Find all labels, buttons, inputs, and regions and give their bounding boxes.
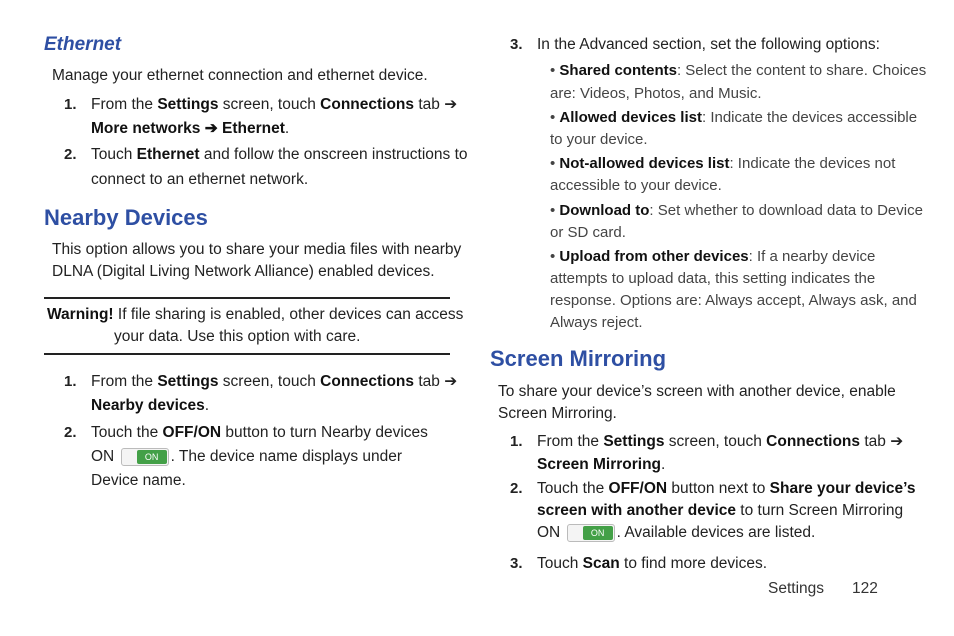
warning-bottom-rule: [44, 353, 450, 355]
bullet-allowed-devices-line2: to your device.: [550, 131, 648, 148]
ethernet-step2-line1: Touch Ethernet and follow the onscreen instructions to: [91, 146, 468, 163]
nearby-step1-line2: Nearby devices.: [91, 397, 210, 414]
screen-mirroring-heading: Screen Mirroring: [490, 346, 667, 371]
bullet-shared-contents-line2: are: Videos, Photos, and Music.: [550, 85, 762, 102]
mirroring-step2-line1: Touch the OFF/ON button next to Share your device’s: [537, 480, 916, 497]
step-number: 3.: [510, 36, 523, 53]
nearby-intro-line1: This option allows you to share your media files with nearby: [52, 241, 462, 258]
warning-line2: your data. Use this option with care.: [114, 328, 361, 345]
step-number: 1.: [510, 433, 523, 450]
ethernet-step2-line2: connect to an ethernet network.: [91, 171, 309, 188]
nearby-step2-line1: Touch the OFF/ON button to turn Nearby devices: [91, 424, 428, 441]
step-number: 2.: [64, 146, 77, 163]
mirroring-intro-line2: Screen Mirroring.: [498, 405, 617, 422]
step-number: 2.: [64, 424, 77, 441]
mirroring-intro-line1: To share your device’s screen with another device, enable: [498, 383, 896, 400]
warning-top-rule: [44, 297, 450, 299]
mirroring-step2-line3: ON ON . Available devices are listed.: [537, 524, 816, 541]
bullet-upload-line3: response. Options are: Always accept, Always ask, and: [550, 292, 917, 309]
mirroring-step1-line1: From the Settings screen, touch Connections tab ➔: [537, 433, 904, 450]
nearby-step2-line2: ON ON . The device name displays under: [91, 448, 403, 465]
bullet-shared-contents-line1: • Shared contents: Select the content to share. Choices: [550, 62, 927, 79]
step-number: 1.: [64, 96, 77, 113]
on-toggle-icon: ON: [121, 448, 169, 466]
mirroring-step1-line2: Screen Mirroring.: [537, 456, 666, 473]
bullet-allowed-devices-line1: • Allowed devices list: Indicate the devices accessible: [550, 109, 918, 126]
advanced-step3: In the Advanced section, set the following options:: [537, 36, 880, 53]
ethernet-step1-line2: More networks ➔ Ethernet.: [91, 120, 290, 137]
bullet-upload-line2: attempts to upload data, this setting indicates the: [550, 270, 876, 287]
warning-label: Warning!: [47, 306, 114, 323]
bullet-upload-line4: Always reject.: [550, 314, 643, 331]
ethernet-intro: Manage your ethernet connection and ethernet device.: [52, 67, 428, 84]
footer-section-label: Settings: [768, 580, 825, 597]
nearby-devices-heading: Nearby Devices: [44, 205, 208, 230]
nearby-intro-line2: DLNA (Digital Living Network Alliance) enabled devices.: [52, 263, 435, 280]
step-number: 3.: [510, 555, 523, 572]
nearby-step2-line3: Device name.: [91, 472, 186, 489]
bullet-upload-line1: • Upload from other devices: If a nearby device: [550, 248, 876, 265]
ethernet-step1-line1: From the Settings screen, touch Connections tab ➔: [91, 96, 458, 113]
bullet-not-allowed-line2: accessible to your device.: [550, 177, 722, 194]
step-number: 1.: [64, 373, 77, 390]
page-number: 122: [852, 580, 878, 597]
bullet-download-to-line2: or SD card.: [550, 224, 626, 241]
mirroring-step3: Touch Scan to find more devices.: [537, 555, 768, 572]
on-toggle-icon: ON: [567, 524, 615, 542]
mirroring-step2-line2: screen with another device to turn Screen Mirroring: [537, 502, 904, 519]
nearby-step1-line1: From the Settings screen, touch Connections tab ➔: [91, 373, 458, 390]
ethernet-heading: Ethernet: [44, 34, 122, 55]
bullet-download-to-line1: • Download to: Set whether to download data to Device: [550, 202, 923, 219]
step-number: 2.: [510, 480, 523, 497]
bullet-not-allowed-line1: • Not-allowed devices list: Indicate the devices not: [550, 155, 896, 172]
warning-line1: Warning! If file sharing is enabled, other devices can access: [47, 306, 464, 323]
